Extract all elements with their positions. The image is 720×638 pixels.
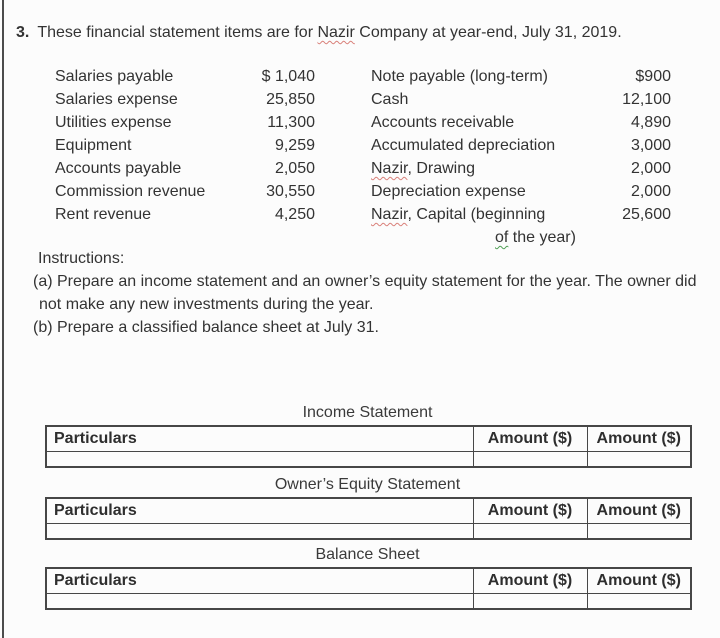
account-label: Accounts receivable [371,114,515,131]
empty-cell-amount-2 [587,523,691,539]
accounts-column-left [55,65,315,226]
account-row [55,180,315,203]
account-row [55,203,315,226]
statement-table [45,425,692,468]
misspelled-word: Nazir [317,24,355,41]
account-row [371,88,671,111]
account-row [55,134,315,157]
owners-equity-statement-section [45,475,690,540]
instructions-heading: Instructions: [38,250,125,267]
account-label: Nazir, Capital (beginning [371,206,546,223]
account-label: Accounts payable [55,160,182,177]
particulars-header: Particulars [46,426,473,451]
statement-title: Owner’s Equity Statement [274,476,461,493]
empty-cell-amount-1 [473,523,587,539]
instructions-block [33,247,696,339]
amount-header-2: Amount ($) [587,568,691,593]
account-label: Accumulated depreciation [371,137,556,154]
particulars-header: Particulars [46,498,473,523]
statement-title: Income Statement [302,404,433,421]
statement-table [45,497,692,540]
account-row [371,65,671,88]
amount-header-2: Amount ($) [587,498,691,523]
account-amount: 30,550 [266,183,315,200]
empty-cell-amount-2 [587,593,691,609]
account-label: Equipment [55,137,132,154]
amount-header-1: Amount ($) [473,568,587,593]
account-amount: 3,000 [630,137,671,154]
amount-header-2: Amount ($) [587,426,691,451]
account-amount: 9,259 [274,137,315,154]
problem-title-post: Company at year-end, July 31, 2019. [354,24,622,41]
account-label: Salaries payable [55,68,174,85]
account-label: Utilities expense [55,114,172,131]
account-amount: 12,100 [622,91,671,108]
misspelled-word: Nazir [371,160,408,177]
particulars-header: Particulars [46,568,473,593]
problem-heading [16,22,622,43]
account-label: Rent revenue [55,206,152,223]
account-amount: 11,300 [267,114,315,131]
empty-cell-amount-1 [473,593,587,609]
account-amount: 4,890 [630,114,671,131]
empty-cell-particulars [46,523,473,539]
income-statement-section [45,403,690,468]
account-row [371,180,671,203]
account-label: Depreciation expense [371,183,526,200]
account-amount: 2,000 [630,183,671,200]
instruction-a-continuation: not make any new investments during the year. [39,296,374,313]
empty-cell-amount-1 [473,451,587,467]
account-row [371,111,671,134]
account-row [55,157,315,180]
account-amount: 2,000 [630,160,671,177]
problem-number: 3. [16,24,30,41]
empty-cell-particulars [46,593,473,609]
instruction-b: (b) Prepare a classified balance sheet at July 31. [33,319,379,336]
amount-header-1: Amount ($) [473,426,587,451]
account-row [371,203,671,226]
grammar-flagged-word: of [495,229,509,246]
account-label-continuation: of the year) [495,229,576,246]
empty-cell-amount-2 [587,451,691,467]
account-amount: 4,250 [274,206,315,223]
instruction-a: (a) Prepare an income statement and an owner’s equity statement for the year. The owner did [33,273,697,290]
account-row [55,65,315,88]
statement-title: Balance Sheet [315,546,420,563]
account-row [371,157,671,180]
account-amount: $900 [635,68,671,85]
page-edge-line [2,0,4,638]
account-label: Note payable (long-term) [371,68,548,85]
account-label: Cash [371,91,409,108]
accounts-column-right [371,65,671,249]
account-row [55,111,315,134]
problem-title-pre: These financial statement items are for [37,24,318,41]
misspelled-word: Nazir [371,206,408,223]
account-label: Salaries expense [55,91,178,108]
account-amount: 25,600 [622,206,671,223]
account-row [371,134,671,157]
amount-header-1: Amount ($) [473,498,587,523]
account-label: Commission revenue [55,183,206,200]
account-amount: 2,050 [274,160,315,177]
account-amount: 25,850 [266,91,315,108]
statement-table [45,567,692,610]
empty-cell-particulars [46,451,473,467]
balance-sheet-section [45,545,690,610]
account-label: Nazir, Drawing [371,160,476,177]
account-amount: $ 1,040 [261,68,315,85]
account-row [55,88,315,111]
